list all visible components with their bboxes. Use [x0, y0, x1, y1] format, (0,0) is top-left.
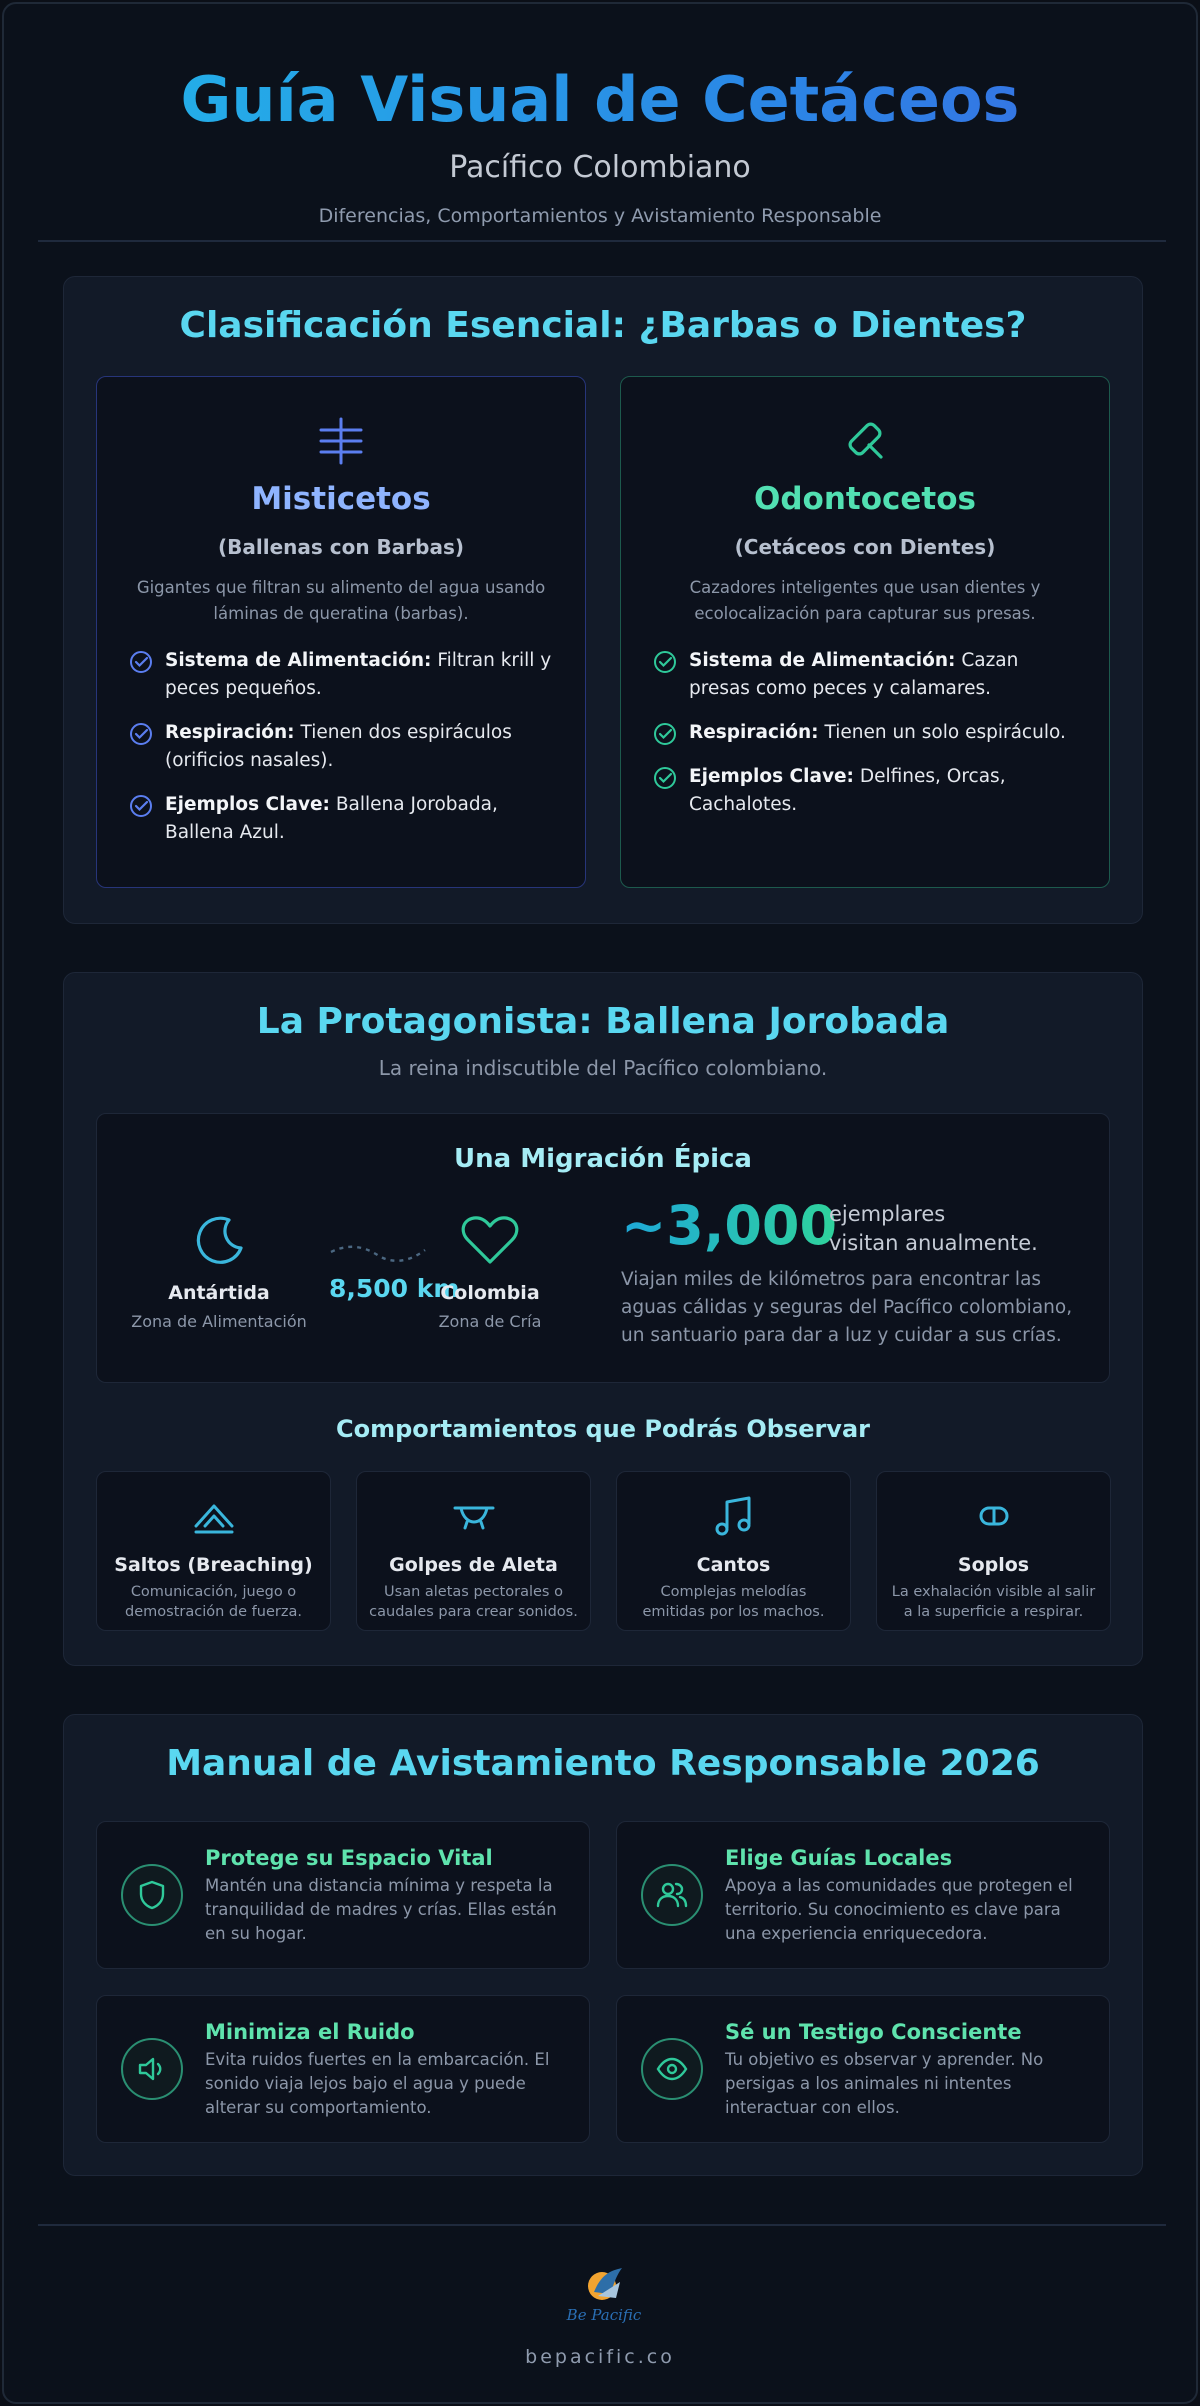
feature-label: Respiración: — [689, 722, 819, 743]
heart-icon — [460, 1212, 520, 1268]
odontocetes-desc: Cazadores inteligentes que usan dientes y ecolocalización para capturar sus presas. — [689, 578, 1041, 623]
tip-title: Protege su Espacio Vital — [205, 1846, 493, 1870]
logo-text: Be Pacific — [566, 2306, 642, 2324]
feature-text: Tienen dos espiráculos (orificios nasales). — [165, 722, 512, 771]
header-divider — [38, 240, 1166, 242]
feature-label: Sistema de Alimentación: — [689, 650, 956, 671]
breach-icon — [97, 1496, 330, 1536]
migration-distance: 8,500 km — [329, 1274, 460, 1303]
tip-card-witness — [616, 1995, 1110, 2143]
humpback-section — [63, 972, 1143, 1666]
population-label-line-2: visitan anualmente. — [829, 1231, 1038, 1255]
feature-item — [653, 647, 1077, 703]
tip-title: Elige Guías Locales — [725, 1846, 953, 1870]
users-icon — [641, 1864, 703, 1926]
footer-url[interactable]: bepacific.co — [525, 2346, 675, 2368]
feature-label: Respiración: — [165, 722, 295, 743]
feature-item — [129, 719, 553, 775]
moon-icon — [191, 1212, 247, 1268]
manual-title: Manual de Avistamiento Responsable 2026 — [166, 1743, 1040, 1784]
destination-role: Zona de Cría — [438, 1312, 542, 1331]
page-title: Guía Visual de Cetáceos — [4, 62, 1196, 138]
mysticetes-features — [129, 647, 553, 847]
mysticetes-name: Misticetos — [251, 481, 431, 517]
behavior-name: Golpes de Aleta — [389, 1554, 558, 1576]
shield-icon — [121, 1864, 183, 1926]
classification-section — [63, 276, 1143, 924]
destination-place — [405, 1212, 575, 1331]
odontocetes-sub: (Cetáceos con Dientes) — [734, 535, 996, 559]
fin-slap-icon — [357, 1496, 590, 1536]
feature-label: Sistema de Alimentación: — [165, 650, 432, 671]
population-count: ~3,000 — [621, 1194, 838, 1257]
classification-title: Clasificación Esencial: ¿Barbas o Dientes? — [179, 305, 1027, 346]
behavior-desc: Usan aletas pectorales o caudales para crear sonidos. — [369, 1584, 578, 1620]
page-header — [4, 4, 1196, 227]
check-circle-icon — [653, 650, 677, 674]
feature-label: Ejemplos Clave: — [165, 794, 330, 815]
mysticetes-desc: Gigantes que filtran su alimento del agua usando láminas de queratina (barbas). — [136, 578, 546, 623]
speaker-icon — [121, 2038, 183, 2100]
tip-desc: Mantén una distancia mínima y respeta la tranquilidad de madres y crías. Ellas están en su hogar. — [205, 1876, 557, 1943]
feature-item — [653, 763, 1077, 819]
tip-title: Minimiza el Ruido — [205, 2020, 415, 2044]
humpback-subtitle: La reina indiscutible del Pacífico colombiano. — [378, 1056, 828, 1080]
behaviors-title: Comportamientos que Podrás Observar — [336, 1415, 870, 1443]
check-circle-icon — [129, 794, 153, 818]
origin-place — [119, 1212, 319, 1331]
odontocetes-name: Odontocetos — [754, 481, 976, 517]
migration-panel — [96, 1113, 1110, 1383]
mysticetes-card — [96, 376, 586, 888]
manual-section — [63, 1714, 1143, 2176]
behavior-card-blows — [876, 1471, 1111, 1631]
feature-text: Filtran krill y peces pequeños. — [165, 650, 552, 699]
page-tagline: Diferencias, Comportamientos y Avistamiento Responsable — [318, 205, 882, 227]
check-circle-icon — [653, 766, 677, 790]
music-note-icon — [617, 1496, 850, 1536]
behavior-card-fin-slap — [356, 1471, 591, 1631]
tip-desc: Apoya a las comunidades que protegen el territorio. Su conocimiento es clave para una experiencia enriquecedora. — [725, 1876, 1073, 1943]
check-circle-icon — [129, 722, 153, 746]
population-label-line-1: ejemplares — [829, 1202, 946, 1226]
origin-role: Zona de Alimentación — [131, 1312, 307, 1331]
feature-item — [129, 647, 553, 703]
behavior-name: Soplos — [957, 1554, 1030, 1576]
footer-divider — [38, 2224, 1166, 2226]
blow-icon — [877, 1496, 1110, 1536]
bepacific-logo[interactable] — [564, 2262, 644, 2330]
tip-card-noise — [96, 1995, 590, 2143]
feature-text: Ballena Jorobada, Ballena Azul. — [165, 794, 498, 843]
tip-title: Sé un Testigo Consciente — [725, 2020, 1022, 2044]
population-label — [829, 1200, 1038, 1258]
behavior-desc: Complejas melodías emitidas por los machos. — [642, 1584, 825, 1620]
feature-text: Tienen un solo espiráculo. — [824, 722, 1066, 743]
behavior-card-songs — [616, 1471, 851, 1631]
page-frame — [2, 2, 1198, 2404]
behavior-desc: Comunicación, juego o demostración de fuerza. — [125, 1584, 302, 1620]
migration-title: Una Migración Épica — [454, 1144, 752, 1174]
check-circle-icon — [129, 650, 153, 674]
feature-label: Ejemplos Clave: — [689, 766, 854, 787]
behavior-name: Cantos — [696, 1554, 771, 1576]
tooth-icon — [621, 413, 1109, 469]
page-subtitle: Pacífico Colombiano — [449, 150, 751, 185]
feature-text: Cazan presas como peces y calamares. — [689, 650, 1019, 699]
destination-name: Colombia — [440, 1282, 540, 1304]
tip-card-guides — [616, 1821, 1110, 1969]
eye-icon — [641, 2038, 703, 2100]
behavior-name: Saltos (Breaching) — [114, 1554, 313, 1576]
feature-item — [653, 719, 1077, 747]
tip-card-space — [96, 1821, 590, 1969]
behavior-card-breaching — [96, 1471, 331, 1631]
tip-desc: Tu objetivo es observar y aprender. No persigas a los animales ni intentes interactuar con ellos. — [725, 2050, 1044, 2117]
baleen-icon — [97, 413, 585, 469]
feature-text: Delfines, Orcas, Cachalotes. — [689, 766, 1006, 815]
humpback-title: La Protagonista: Ballena Jorobada — [256, 1001, 950, 1042]
tip-desc: Evita ruidos fuertes en la embarcación. El sonido viaja lejos bajo el agua y puede alterar su comportamiento. — [205, 2050, 550, 2117]
migration-description: Viajan miles de kilómetros para encontrar las aguas cálidas y seguras del Pacífico colombiano, un santuario para dar a luz y cuidar a sus crías. — [621, 1269, 1073, 1346]
check-circle-icon — [653, 722, 677, 746]
mysticetes-sub: (Ballenas con Barbas) — [217, 535, 464, 559]
behavior-desc: La exhalación visible al salir a la superficie a respirar. — [891, 1584, 1096, 1620]
odontocetes-features — [653, 647, 1077, 819]
origin-name: Antártida — [168, 1282, 270, 1304]
odontocetes-card — [620, 376, 1110, 888]
feature-item — [129, 791, 553, 847]
